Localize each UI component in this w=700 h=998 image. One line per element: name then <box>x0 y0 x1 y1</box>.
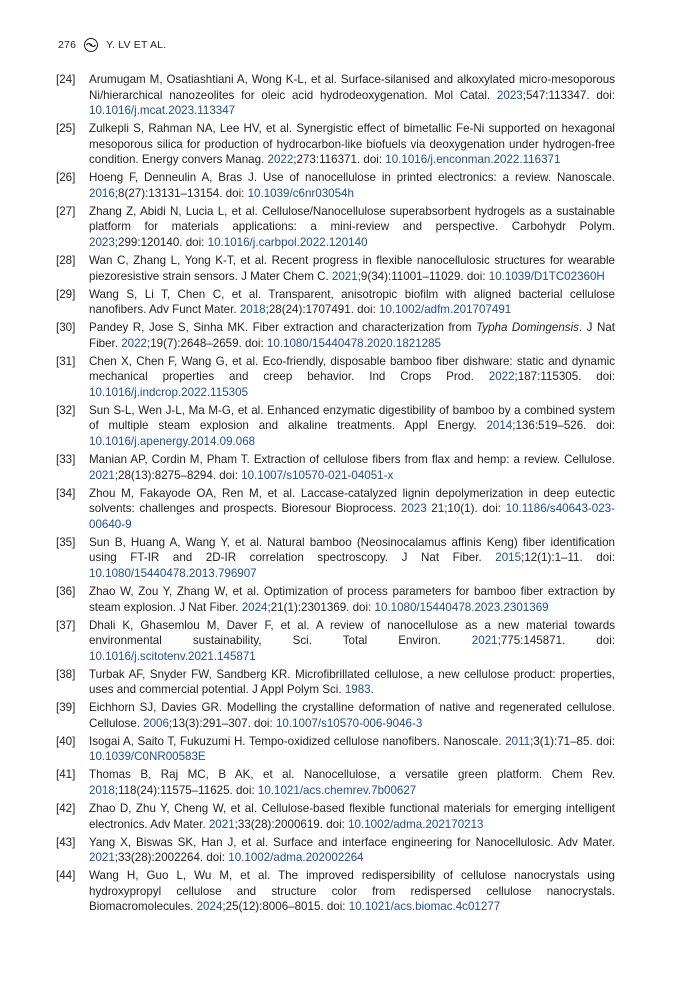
reference-text: Wang S, Li T, Chen C, et al. Transparent, anisotropic biofilm with aligned bacterial cellulose nanofibers. Adv Funct Mater. <box>89 287 615 317</box>
reference-text: . J Nat Fiber. <box>89 321 615 350</box>
reference-text: Zhao W, Zou Y, Zhang W, et al. Optimization of process parameters for bamboo fiber extraction by steam explosion. J Nat Fiber. <box>89 584 615 614</box>
reference-item <box>56 287 615 318</box>
reference-item <box>56 667 615 698</box>
reference-text: Wan C, Zhang L, Yong K-T, et al. Recent progress in flexible nanocellulosic structures for wearable piezoresistive strain sensors. J Mater Chem C. <box>89 254 615 283</box>
reference-doi-link[interactable]: 10.1002/adma.202170213 <box>348 817 484 831</box>
reference-doi-link[interactable]: 10.1039/c6nr03054h <box>247 186 354 200</box>
reference-year-link[interactable]: 2014 <box>486 419 513 433</box>
running-header <box>58 36 166 54</box>
reference-text: Wang H, Guo L, Wu M, et al. The improved redispersibility of cellulose nanocrystals using hydroxypropyl cellulose and structure color from redispersed cellulose nanocrystals. Biomacromolecules. <box>89 869 615 914</box>
reference-details: ;12(1):1–11. doi: <box>521 551 616 565</box>
reference-item <box>56 354 615 401</box>
reference-item <box>56 72 616 119</box>
reference-doi-link[interactable]: 10.1186/s40643-023-00640-9 <box>89 502 615 531</box>
reference-details: ;28(24):1707491. doi: <box>265 303 380 317</box>
reference-item <box>56 452 615 483</box>
reference-text: Zhao D, Zhu Y, Cheng W, et al. Cellulose-based flexible functional materials for emerging intelligent electronics. Adv Mater. <box>89 802 615 831</box>
reference-number: [37] <box>56 618 76 632</box>
reference-text: Dhali K, Ghasemlou M, Daver F, et al. A review of nanocellulose as a new material towards environmental sustainability, Sci. Total Environ. <box>89 618 615 648</box>
reference-number: [28] <box>56 254 76 268</box>
reference-number: [35] <box>56 535 76 549</box>
reference-text: Hoeng F, Denneulin A, Bras J. Use of nanocellulose in printed electronics: a review. Nanoscale. <box>89 171 615 185</box>
reference-number: [25] <box>56 122 76 136</box>
reference-doi-link[interactable]: 10.1016/j.enconman.2022.116371 <box>385 153 561 167</box>
reference-year-link[interactable]: 2024 <box>196 900 223 914</box>
reference-doi-link[interactable]: 10.1039/D1TC02360H <box>488 269 605 283</box>
reference-details: ;9(34):11001–11029. doi: <box>357 269 489 283</box>
reference-number: [38] <box>56 667 76 681</box>
reference-doi-link[interactable]: 10.1007/s10570-006-9046-3 <box>275 716 423 730</box>
reference-doi-link[interactable]: 10.1021/acs.chemrev.7b00627 <box>257 784 417 798</box>
reference-doi-link[interactable]: 10.1080/15440478.2023.2301369 <box>374 600 549 614</box>
reference-text: Manian AP, Cordin M, Pham T. Extraction of cellulose fibers from flax and hemp: a review. Cellulose. <box>89 453 615 467</box>
reference-item <box>56 403 615 450</box>
reference-text: Isogai A, Saito T, Fukuzumi H. Tempo-oxidized cellulose nanofibers. Nanoscale. <box>89 734 506 748</box>
reference-year-link[interactable]: 2011 <box>505 734 531 748</box>
reference-item <box>56 835 615 866</box>
reference-number: [41] <box>56 768 76 782</box>
reference-list <box>56 72 616 917</box>
reference-details: ;19(7):2648–2659. doi: <box>147 336 267 350</box>
reference-number: [30] <box>56 321 76 335</box>
reference-text: Pandey R, Jose S, Sinha MK. Fiber extraction and characterization from <box>89 321 477 335</box>
reference-year-link[interactable]: 2022 <box>121 336 148 350</box>
reference-number: [39] <box>56 701 76 715</box>
reference-doi-link[interactable]: 10.1016/j.scitotenv.2021.145871 <box>89 649 256 663</box>
taylor-francis-logo-icon <box>84 38 98 52</box>
reference-text: Turbak AF, Snyder FW, Sandberg KR. Microfibrillated cellulose, a new cellulose product: properties, uses and commercial potential. J Appl Polym Sci. <box>89 667 615 697</box>
reference-text: Zulkepli S, Rahman NA, Lee HV, et al. Synergistic effect of bimetallic Fe-Ni supported on hexagonal mesoporous silica for production of hydrocarbon-like biofuels via deoxygenation under hydrogen-free condition. Energy convers Manag. <box>89 122 615 167</box>
reference-item <box>56 170 615 201</box>
reference-details: ;3(1):71–85. doi: <box>530 734 615 748</box>
reference-year-link[interactable]: 2018 <box>89 784 115 798</box>
reference-doi-link[interactable]: 10.1080/15440478.2013.796907 <box>89 566 257 580</box>
reference-details: ;273:116371. doi: <box>293 153 386 167</box>
reference-doi-link[interactable]: 10.1021/acs.biomac.4c01277 <box>348 900 501 914</box>
reference-text: Zhou M, Fakayode OA, Ren M, et al. Laccase-catalyzed lignin depolymerization in deep eutectic solvents: challenges and prospects. Bioresour Bioprocess. <box>89 486 615 516</box>
reference-number: [40] <box>56 734 76 748</box>
reference-item <box>56 700 615 731</box>
reference-item <box>56 535 616 582</box>
reference-details: ;21(1):2301369. doi: <box>267 600 375 614</box>
reference-text: Zhang Z, Abidi N, Lucia L, et al. Cellulose/Nanocellulose superabsorbent hydrogels as a sustainable platform for materials applications: a mini-review and perspective. Carbohydr Polym. <box>89 204 615 234</box>
reference-italic-text: Typha Domingensis <box>476 321 579 335</box>
reference-year-link[interactable]: 2021 <box>471 634 498 648</box>
reference-details: ;136:519–526. doi: <box>512 419 615 433</box>
reference-number: [34] <box>56 486 76 500</box>
reference-doi-link[interactable]: 10.1016/j.mcat.2023.113347 <box>89 104 236 118</box>
reference-item <box>56 121 615 168</box>
reference-number: [26] <box>56 171 76 185</box>
reference-doi-link[interactable]: 10.1016/j.carbpol.2022.120140 <box>207 235 368 249</box>
reference-year-link[interactable]: 2021 <box>208 817 235 831</box>
reference-details: ;187:115305. doi: <box>514 370 615 384</box>
reference-details: 21;10(1). doi: <box>426 502 506 516</box>
reference-item <box>56 868 615 915</box>
reference-details: ;13(3):291–307. doi: <box>168 716 276 730</box>
reference-number: [27] <box>56 204 76 218</box>
reference-doi-link[interactable]: 10.1002/adfm.201707491 <box>379 303 512 317</box>
reference-year-link[interactable]: 2023 <box>89 235 115 249</box>
reference-year-link[interactable]: 2006 <box>143 716 169 730</box>
reference-text: Yang X, Biswas SK, Han J, et al. Surface and interface engineering for Nanocellulosic. Adv Mater. <box>89 835 615 849</box>
reference-item <box>56 320 615 351</box>
reference-text: Thomas B, Raj MC, B AK, et al. Nanocellulose, a versatile green platform. Chem Rev. <box>89 768 615 782</box>
reference-item <box>56 734 615 765</box>
reference-number: [24] <box>56 73 76 86</box>
reference-doi-link[interactable]: 10.1016/j.apenergy.2014.09.068 <box>89 435 256 449</box>
reference-item <box>56 618 615 665</box>
reference-text: Chen X, Chen F, Wang G, et al. Eco-friendly, disposable bamboo fiber dishware: static and dynamic mechanical properties and creep behavior. Ind Crops Prod. <box>89 354 615 384</box>
reference-details: ;299:120140. doi: <box>114 235 208 249</box>
reference-details: ;8(27):13131–13154. doi: <box>114 186 248 200</box>
reference-item <box>56 801 615 832</box>
reference-text: Eichhorn SJ, Davies GR. Modelling the crystalline deformation of native and regenerated cellulose. Cellulose. <box>89 701 615 730</box>
reference-doi-link[interactable]: 10.1002/adma.202002264 <box>228 851 364 865</box>
reference-number: [43] <box>56 835 76 849</box>
reference-details: ;118(24):11575–11625. doi: <box>114 784 258 798</box>
reference-details: ;547:113347. doi: <box>522 88 616 102</box>
reference-number: [42] <box>56 802 76 816</box>
reference-year-link[interactable]: 1983 <box>344 683 371 697</box>
reference-text: Arumugam M, Osatiashtiani A, Wong K-L, et al. Surface-silanised and alkoxylated micro-mesoporous Ni/hierarchical nanozeolites for oleic acid hydrodeoxygenation. Mol Catal. <box>89 73 615 102</box>
reference-details: ;25(12):8006–8015. doi: <box>222 900 349 914</box>
reference-doi-link[interactable]: 10.1016/j.indcrop.2022.115305 <box>89 385 249 399</box>
reference-doi-link[interactable]: 10.1039/C0NR00583E <box>89 750 206 764</box>
reference-item <box>56 767 615 798</box>
reference-year-link[interactable]: 2023 <box>496 88 523 102</box>
reference-year-link[interactable]: 2022 <box>488 370 515 384</box>
reference-details: ;33(28):2000619. doi: <box>234 817 349 831</box>
reference-year-link[interactable]: 2022 <box>267 153 294 167</box>
reference-doi-link[interactable]: 10.1007/s10570-021-04051-x <box>241 468 394 482</box>
reference-details: ;28(13):8275–8294. doi: <box>114 468 242 482</box>
reference-year-link[interactable]: 2021 <box>331 269 358 283</box>
reference-number: [31] <box>56 354 76 368</box>
reference-number: [33] <box>56 453 76 467</box>
reference-year-link[interactable]: 2024 <box>241 600 268 614</box>
reference-text: Sun B, Huang A, Wang Y, et al. Natural bamboo (Neosinocalamus affinis Keng) fiber identification using FT-IR and 2D-IR correlation spectroscopy. J Nat Fiber. <box>89 535 615 565</box>
reference-year-link[interactable]: 2021 <box>89 851 115 865</box>
reference-year-link[interactable]: 2021 <box>89 468 115 482</box>
reference-item <box>56 584 615 615</box>
reference-year-link[interactable]: 2023 <box>400 502 427 516</box>
page-number: 276 <box>58 39 77 51</box>
reference-text: Sun S-L, Wen J-L, Ma M-G, et al. Enhanced enzymatic digestibility of bamboo by a combined system of multiple steam explosion and alkaline treatments. Appl Energy. <box>89 403 615 433</box>
reference-item <box>56 204 615 251</box>
reference-year-link[interactable]: 2018 <box>239 303 266 317</box>
reference-details: ;33(28):2002264. doi: <box>114 851 229 865</box>
reference-doi-link[interactable]: 10.1080/15440478.2020.1821285 <box>266 336 442 350</box>
running-head-authors: Y. LV ET AL. <box>106 39 167 51</box>
reference-year-link[interactable]: 2016 <box>89 186 115 200</box>
reference-number: [32] <box>56 403 76 417</box>
reference-item <box>56 253 615 284</box>
reference-year-link[interactable]: 2015 <box>495 551 522 565</box>
reference-number: [44] <box>56 869 76 883</box>
reference-item <box>56 486 615 533</box>
reference-details: . <box>370 683 374 697</box>
reference-details: ;775:145871. doi: <box>497 634 615 648</box>
reference-number: [29] <box>56 287 76 301</box>
reference-number: [36] <box>56 584 76 598</box>
